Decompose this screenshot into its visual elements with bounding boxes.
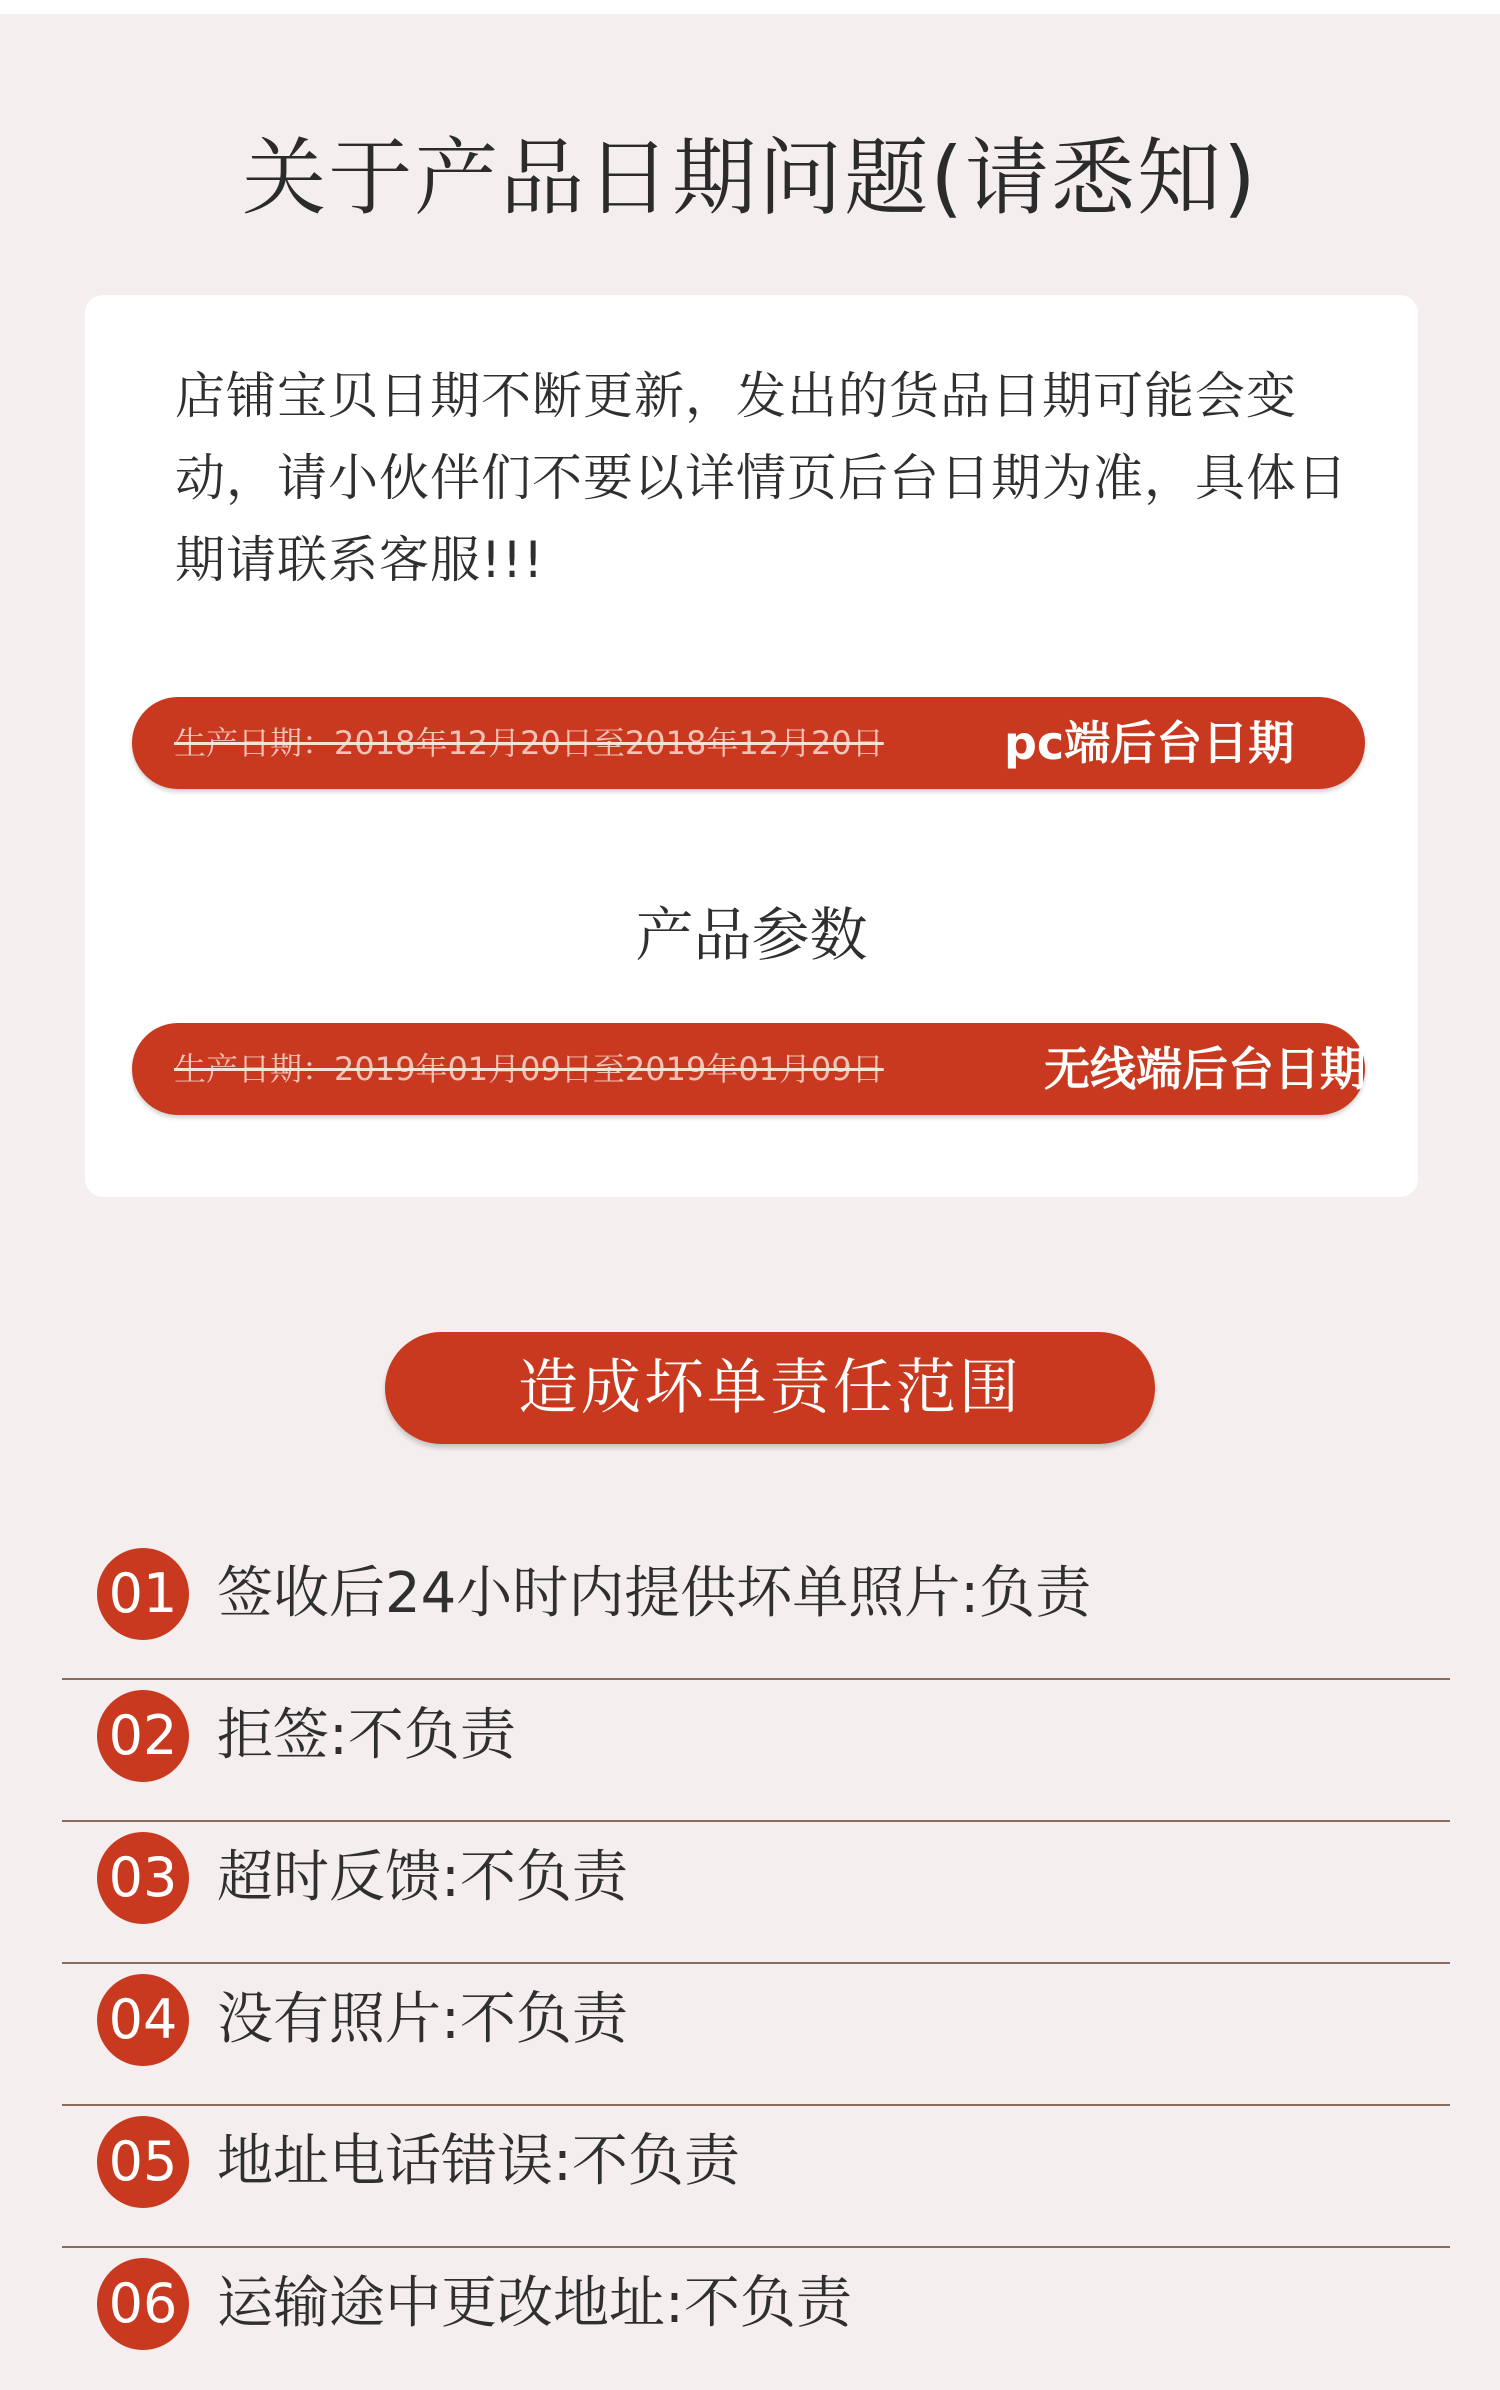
item-text: 运输途中更改地址:不负责 bbox=[217, 2271, 852, 2336]
item-number-badge: 04 bbox=[97, 1974, 189, 2066]
item-number-badge: 01 bbox=[97, 1548, 189, 1640]
list-item bbox=[62, 1680, 1450, 1822]
item-number-badge: 02 bbox=[97, 1690, 189, 1782]
responsibility-section-title: 造成坏单责任范围 bbox=[385, 1332, 1155, 1444]
item-text: 没有照片:不负责 bbox=[217, 1987, 628, 2052]
responsibility-list bbox=[62, 1538, 1450, 2390]
list-item bbox=[62, 2248, 1450, 2390]
list-item bbox=[62, 1538, 1450, 1680]
list-item bbox=[62, 2106, 1450, 2248]
item-text: 签收后24小时内提供坏单照片:负责 bbox=[217, 1561, 1092, 1626]
list-item bbox=[62, 1964, 1450, 2106]
pc-date-label: pc端后台日期 bbox=[1004, 716, 1295, 770]
page-title: 关于产品日期问题(请悉知) bbox=[242, 129, 1258, 227]
product-params-title: 产品参数 bbox=[635, 901, 868, 969]
wireless-production-date-range: 生产日期：2019年01月09日至2019年01月09日 bbox=[174, 1050, 884, 1088]
date-notice-card bbox=[85, 295, 1418, 1197]
pc-production-date-range: 生产日期：2018年12月20日至2018年12月20日 bbox=[174, 724, 884, 762]
item-number-badge: 03 bbox=[97, 1832, 189, 1924]
wireless-date-bar bbox=[132, 1023, 1365, 1115]
wireless-date-label: 无线端后台日期 bbox=[1044, 1042, 1366, 1096]
item-text: 超时反馈:不负责 bbox=[217, 1845, 628, 1910]
item-number-badge: 05 bbox=[97, 2116, 189, 2208]
pc-date-bar bbox=[132, 697, 1365, 789]
item-text: 地址电话错误:不负责 bbox=[217, 2129, 740, 2194]
item-text: 拒签:不负责 bbox=[217, 1703, 516, 1768]
item-number-badge: 06 bbox=[97, 2258, 189, 2350]
top-strip bbox=[0, 0, 1500, 14]
notice-text: 店铺宝贝日期不断更新，发出的货品日期可能会变动，请小伙伴们不要以详情页后台日期为准，具体日期请联系客服!!! bbox=[175, 367, 1348, 589]
list-item bbox=[62, 1822, 1450, 1964]
